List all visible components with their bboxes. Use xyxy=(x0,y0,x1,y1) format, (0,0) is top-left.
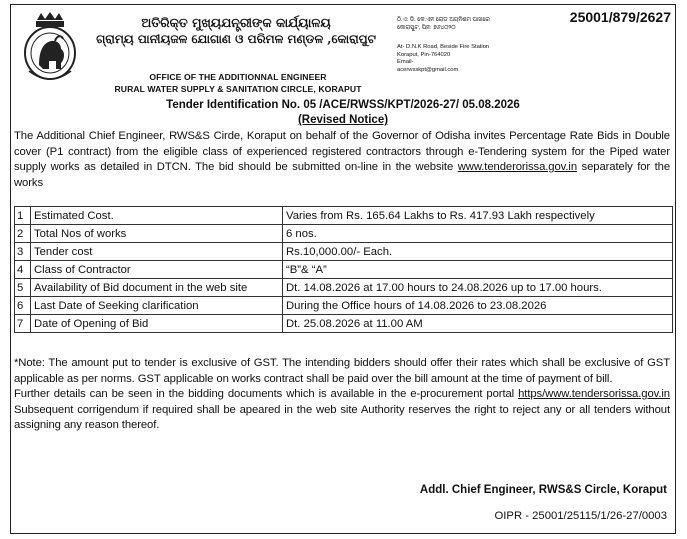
row-number: 2 xyxy=(15,225,31,243)
contact-block xyxy=(397,17,547,74)
row-number: 4 xyxy=(15,261,31,279)
table-row xyxy=(15,297,673,315)
contact-address-line2: Koraput, Pin-764020 xyxy=(397,51,451,58)
letterhead xyxy=(11,5,675,110)
row-value: Varies from Rs. 165.64 Lakhs to Rs. 417.93 Lakh respectively xyxy=(283,207,673,225)
table-row xyxy=(15,261,673,279)
row-value: 6 nos. xyxy=(283,225,673,243)
odia-title-line2: ଗ୍ରାମ୍ୟ ପାନୀୟଜଳ ଯୋଗାଣ ଓ ପରିମଳ ମଣ୍ଡଳ ,କୋରାପୁଟ xyxy=(96,32,376,46)
note-section xyxy=(14,356,670,434)
table-row xyxy=(15,315,673,333)
table-row xyxy=(15,207,673,225)
tender-number: 25001/879/2627 xyxy=(569,9,671,25)
row-item: Total Nos of works xyxy=(31,225,283,243)
note-paragraph-details xyxy=(14,387,670,434)
contact-email: acerwsskpt@gmail.com xyxy=(397,66,459,73)
office-title-line2: RURAL WATER SUPPLY & SANITATION CIRCLE, KORAPUT xyxy=(114,84,362,94)
odia-title-line1: ଅତିରିକ୍ତ ମୁଖ୍ୟଯନ୍ତ୍ରୀଙ୍କ କାର୍ଯ୍ୟାଳୟ xyxy=(141,15,331,30)
table-row xyxy=(15,225,673,243)
row-item: Availability of Bid document in the web site xyxy=(31,279,283,297)
table-row xyxy=(15,243,673,261)
contact-email-label: Email- xyxy=(397,59,414,65)
portal-link[interactable]: https/www.tendersorissa.gov.in xyxy=(518,388,670,400)
row-number: 3 xyxy=(15,243,31,261)
row-value: “B”& “A” xyxy=(283,261,673,279)
row-number: 5 xyxy=(15,279,31,297)
row-item: Estimated Cost. xyxy=(31,207,283,225)
intro-text: The Additional Chief Engineer, RWS&S Cirde, Koraput on behalf of the Governor of Odisha invites Percentage Rate Bids in Double cover (P1 contract) from the eligible class of experienced registered contractors through e-Tendering system for the Piped water supply works as detailed in DTCN. The bid should be submitted on-line in the website xyxy=(14,130,670,173)
intro-paragraph xyxy=(14,129,670,191)
contact-odia-line2: କୋରାପୁଟ, ପିନ: ୭୬୪୦୨୦ xyxy=(397,24,456,31)
revised-notice-label: (Revised Notice) xyxy=(297,114,389,126)
row-number: 7 xyxy=(15,315,31,333)
oipr-number: OIPR - 25001/25115/1/26-27/0003 xyxy=(494,510,667,522)
signatory: Addl. Chief Engineer, RWS&S Circle, Koraput xyxy=(419,484,667,496)
row-value: Rs.10,000.00/- Each. xyxy=(283,243,673,261)
note-details-text: Further details can be seen in the bidding documents which is available in the e-procurement portal xyxy=(14,388,515,400)
tender-identification: Tender Identification No. 05 /ACE/RWSS/KPT/2026-27/ 05.08.2026 xyxy=(166,99,520,111)
contact-address-line1: At- D.N.K Road, Beside Fire Station xyxy=(397,44,490,50)
intro-tail: separately for the works xyxy=(14,161,671,189)
row-value: Dt. 25.08.2026 at 11.00 AM xyxy=(283,315,673,333)
contact-odia-line1: ଠି.ଏ: ଡି. କେ.ଏନ ରୋଡ ଅଗ୍ନିଶମ ପାଖରେ xyxy=(397,17,490,23)
website-link[interactable]: www.tenderorissa.gov.in xyxy=(457,161,578,173)
odisha-emblem-icon xyxy=(21,11,79,87)
row-value: Dt. 14.08.2026 at 17.00 hours to 24.08.2026 up to 17.00 hours. xyxy=(283,279,673,297)
office-title-line1: OFFICE OF THE ADDITIONNAL ENGINEER xyxy=(149,72,327,82)
note-details-tail: Subsequent corrigendum if required shall be apeared in the web site Authority reserves the right to reject any or all tenders without assigning any reason thereof. xyxy=(14,403,670,431)
tender-details-table xyxy=(14,206,673,333)
office-title-odia xyxy=(91,15,381,47)
table-row xyxy=(15,279,673,297)
row-number: 6 xyxy=(15,297,31,315)
note-paragraph-gst: *Note: The amount put to tender is exclusive of GST. The intending bidders should offer their rates which shall be exclusive of GST applicable as per norms. GST applicable on works contract shall be paid over the bill amount at the time of payment of bill. xyxy=(14,357,670,385)
row-item: Tender cost xyxy=(31,243,283,261)
tender-notice xyxy=(10,4,676,534)
row-item: Last Date of Seeking clarification xyxy=(31,297,283,315)
row-item: Class of Contractor xyxy=(31,261,283,279)
row-number: 1 xyxy=(15,207,31,225)
row-item: Date of Opening of Bid xyxy=(31,315,283,333)
row-value: During the Office hours of 14.08.2026 to 23.08.2026 xyxy=(283,297,673,315)
office-title-english xyxy=(89,71,387,95)
